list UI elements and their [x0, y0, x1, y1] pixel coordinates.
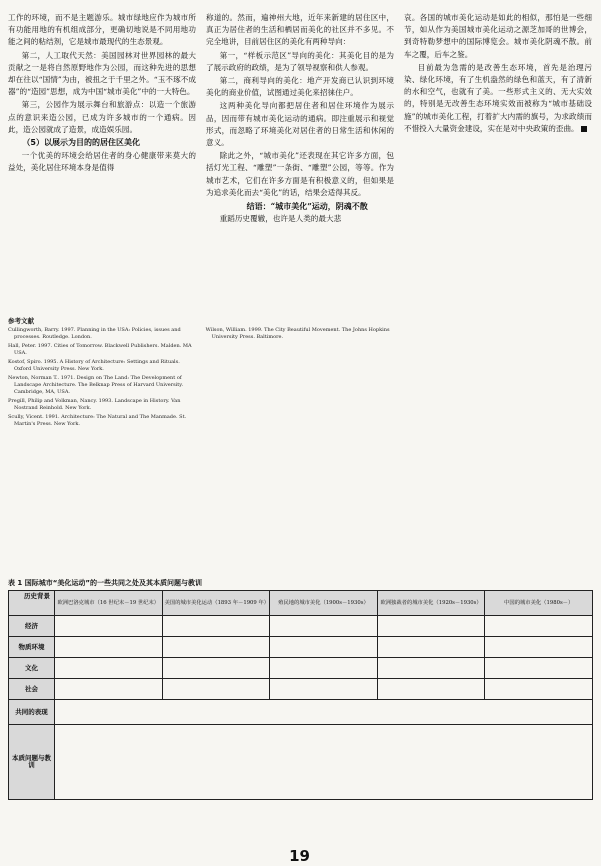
- text-column-3: [404, 12, 592, 312]
- table-cell: [377, 679, 485, 700]
- column-header: 美国的城市美化运动（1893 年－1909 年）: [162, 591, 270, 616]
- reference-item: Scully, Vicent. 1991. Architecture: The Natural and The Manmade. St. Martin's Press. New York.: [8, 414, 187, 427]
- row-label: 社会: [9, 679, 55, 700]
- table-row: [9, 700, 593, 725]
- table-row: [9, 725, 593, 800]
- table-cell: [270, 679, 378, 700]
- table-cell: [55, 658, 163, 679]
- row-label: 经济: [9, 616, 55, 637]
- table-cell: [162, 637, 270, 658]
- corner-label-top: 历史背景: [24, 592, 50, 600]
- text-column-2: [206, 12, 394, 312]
- paragraph: 这两种美化导向都把居住者和居住环境作为展示品，因而带有城市美化运动的通病。即注重展示和视觉形式，而忽略了环境美化对居住者的日常生活和休闲的意义。: [206, 101, 394, 148]
- table-cell: [377, 616, 485, 637]
- end-of-article-mark: [581, 126, 587, 132]
- table-row: [9, 658, 593, 679]
- paragraph: 第二，商利导向的美化：地产开发商已认识到环境美化的商业价值，试图通过美化来招徕住户。: [206, 76, 394, 98]
- paragraph: 重蹈历史覆辙，也许是人类的最大悲: [219, 214, 342, 224]
- lessons-cell: [55, 725, 593, 800]
- conclusion-heading: 结语：“城市美化”运动，阴魂不散: [246, 201, 368, 212]
- table-cell: [162, 679, 270, 700]
- paragraph: 第一，“样板示范区”导向的美化：其美化目的是为了展示政府的政绩，是为了领导视察和供人参观。: [206, 50, 394, 72]
- page-footer: [0, 846, 601, 864]
- reference-item: Wilson, William. 1999. The City Beautiful Movement. The Johns Hopkins University Press. Baltimore.: [205, 327, 390, 340]
- column-header: 欧洲独裁者的城市美化（1920s－1930s）: [377, 591, 485, 616]
- table-cell: [270, 637, 378, 658]
- table-cell: [162, 616, 270, 637]
- references-title: 参考文献: [8, 317, 34, 325]
- references-column-1: [8, 327, 198, 430]
- text-column-1: [8, 12, 196, 312]
- table-cell: [55, 616, 163, 637]
- column-header: 殖民地的城市美化（1900s－1930s）: [270, 591, 378, 616]
- common-features-cell: [55, 700, 593, 725]
- references-column-2: [206, 327, 396, 430]
- column-header: 中国的城市美化（1980s－）: [485, 591, 593, 616]
- comparison-table: [8, 590, 593, 800]
- paragraph: 除此之外，“城市美化”还表现在其它许多方面，包括灯光工程、“雕塑”一条街、“雕塑”公园，等等。作为城市艺术，它们在许多方面是有积极意义的，但如果是为追求美化而去“美化”的话，结果会适得其反。: [206, 151, 394, 197]
- references-section: [8, 318, 593, 574]
- table-cell: [485, 616, 593, 637]
- reference-item: Pregill, Philip and Volkman, Nancy. 1993. Landscape in History. Van Nostrand Reinhold. New York.: [8, 398, 181, 411]
- table-cell: [55, 637, 163, 658]
- table-cell: [162, 658, 270, 679]
- references-column-3: [403, 327, 593, 430]
- reference-item: Kostof, Spiro. 1995. A History of Architecture: Settings and Rituals. Oxford University Press. New York.: [8, 359, 180, 372]
- paragraph: 工作的环境，而不是主题游乐。城市绿地应作为城市所有功能用地的有机组成部分，更确切地说是不同用地功能之间的粘结剂，它是城市最现代的生态景观。: [8, 13, 196, 47]
- table-row: [9, 616, 593, 637]
- reference-item: Newton, Norman T.. 1971. Design on The Land: The Development of Landscape Architecture. The Belknap Press of Harvard University. Cambridge, MA, USA.: [8, 375, 184, 395]
- table-cell: [485, 637, 593, 658]
- running-header: [0, 0, 601, 10]
- paragraph: 哀。各国的城市美化运动是如此的相似，那怕是一些细节，如从作为美国城市美化运动之源芝加哥的世博会，到奇特勒梦想中的国际博览会。城市美化阴魂不散。前车之覆，后车之鉴。: [404, 13, 592, 59]
- table-cell: [377, 658, 485, 679]
- reference-item: Hall, Peter. 1997. Cities of Tomorrow. Blackwell Publishers. Malden. MA USA.: [8, 343, 192, 356]
- paragraph: 称道的。然而，遍神州大地，近年来新建的居住区中，真正为居住者的生活和栖居而美化的社区并不多见。不完全地讲，目前居住区的美化有两种导向：: [206, 13, 394, 47]
- paragraph: 一个优美的环境会给居住者的身心健康带来莫大的益处，美化居住环境本身是值得: [8, 151, 196, 173]
- table-title: 表 1 国际城市“美化运动”的一些共同之处及其本质问题与教训: [8, 579, 202, 587]
- table-cell: [377, 637, 485, 658]
- row-label: 共同的表现: [9, 700, 55, 725]
- paragraph-text: 目前最为急需的是改善生态环境，首先是治理污染、绿化环境，有了生机盎然的绿色和蓝天，有了清新的水和空气，也就有了美。一些形式主义的、无大实效的，特别是无改善生态环境实效而被称为“城市基础设施”的城市美化工程，打着扩大内需的旗号，为求政绩而不惜投入大量资金建设，实在是对中央政策的歪曲。: [404, 62, 592, 133]
- row-label: 物质环境: [9, 637, 55, 658]
- table-corner-cell: [9, 591, 55, 616]
- table-cell: [485, 679, 593, 700]
- table-header-row: [9, 591, 593, 616]
- table-cell: [270, 658, 378, 679]
- table-row: [9, 679, 593, 700]
- table-cell: [485, 658, 593, 679]
- paragraph: 第二，人工取代天然：美国园林对世界园林的最大贡献之一是将自然原野地作为公园，而这种先进的思想却在往以“国情”为由，被扭之于千里之外。“玉不琢不成器”的“造园”思想，成为中国“城市美化”中的一大特色。: [8, 50, 196, 97]
- row-label: 本质问题与教训: [9, 725, 55, 800]
- table-cell: [55, 679, 163, 700]
- page-number: 19: [289, 847, 310, 865]
- table-row: [9, 637, 593, 658]
- table-cell: [270, 616, 378, 637]
- section-heading: （5）以展示为目的的居住区美化: [22, 138, 140, 148]
- reference-item: Cullingworth, Barry. 1997. Planning in the USA: Policies, issues and processes. Routledge. London.: [8, 327, 181, 340]
- column-header: 欧洲巴洛克城市（16 世纪末－19 世纪末）: [55, 591, 163, 616]
- paragraph: [404, 62, 592, 135]
- paragraph: 第三，公园作为展示舞台和旅游点：以造一个旅游点的意识来造公园，已成为许多城市的一个通病。因此，造公园就成了造景，成造娱乐园。: [8, 100, 196, 134]
- row-label: 文化: [9, 658, 55, 679]
